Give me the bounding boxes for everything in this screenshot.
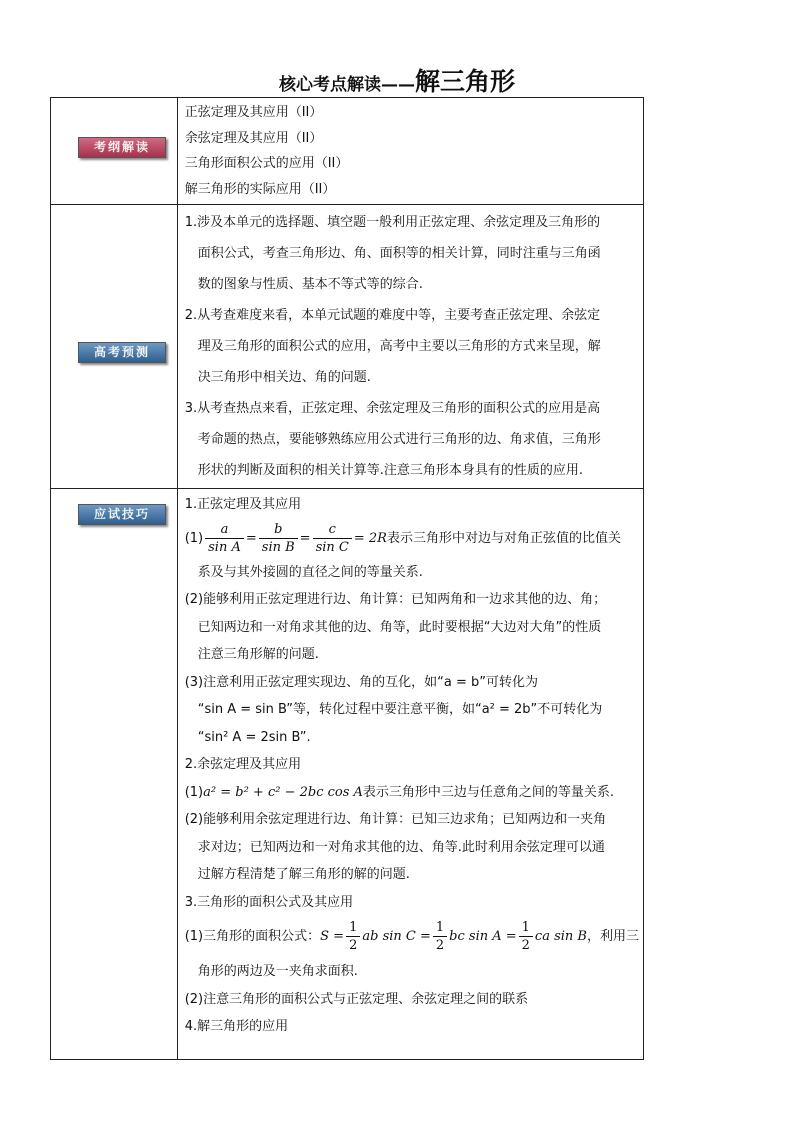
text-line: 考命题的热点，要能够熟练应用公式进行三角形的边、角求值，三角形 xyxy=(197,432,601,448)
fraction-c-sinC xyxy=(313,521,352,556)
text-line: 系及与其外接圆的直径之间的等量关系. xyxy=(197,564,423,580)
jiqiao-badge: 应试技巧 xyxy=(78,504,166,525)
text-line: 3.从考查热点来看，正弦定理、余弦定理及三角形的面积公式的应用是高 xyxy=(184,401,601,417)
text-line: 数的图象与性质、基本不等式等的综合. xyxy=(197,277,423,293)
kaogang-item: 三角形面积公式的应用（II） xyxy=(184,156,349,172)
formula-term: ca sin B xyxy=(534,929,587,945)
denominator: 2 xyxy=(521,938,530,954)
cosine-formula: a² = b² + c² − 2bc cos A xyxy=(203,784,363,800)
text-line: (2)能够利用余弦定理进行边、角计算：已知三边求角；已知两边和一夹角 xyxy=(184,812,607,828)
text-line: “sin A = sin B”等，转化过程中要注意平衡，如“a² = 2b”不可转化为 xyxy=(197,702,603,718)
fraction-half xyxy=(519,919,533,954)
formula-2R: = 2R xyxy=(353,530,387,546)
text-line: 角形的两边及一夹角求面积. xyxy=(197,964,358,980)
page-title xyxy=(0,62,794,98)
equals-sign: = xyxy=(299,530,311,546)
text-line: (2)能够利用正弦定理进行边、角计算：已知两角和一边求其他的边、角； xyxy=(184,592,607,608)
yuce-para-3 xyxy=(185,393,639,486)
fraction-half xyxy=(346,919,360,954)
item-number: (1) xyxy=(184,784,204,800)
denominator: sin C xyxy=(315,539,349,555)
text-line: 注意三角形解的问题. xyxy=(197,647,319,663)
text: 表示三角形中三边与任意角之间的等量关系. xyxy=(362,784,615,800)
text-line: (3)注意利用正弦定理实现边、角的互化，如“a = b”可转化为 xyxy=(184,674,538,690)
formula-S: S = xyxy=(320,929,345,945)
content-table xyxy=(50,97,644,1060)
section-heading: 1.正弦定理及其应用 xyxy=(184,497,302,513)
kaogang-item: 解三角形的实际应用（II） xyxy=(184,181,336,197)
numerator: 1 xyxy=(519,919,533,937)
text-line: 理及三角形的面积公式的应用，高考中主要以三角形的方式来呈现，解 xyxy=(197,339,601,355)
section-heading: 3.三角形的面积公式及其应用 xyxy=(184,894,354,910)
yuce-para-2 xyxy=(185,300,639,393)
text-line: (2)注意三角形的面积公式与正弦定理、余弦定理之间的联系 xyxy=(184,991,529,1007)
denominator: 2 xyxy=(435,938,445,954)
row-kaogang xyxy=(51,98,644,205)
fraction-a-sinA xyxy=(205,521,244,556)
fraction-b-sinB xyxy=(259,521,298,556)
denominator: sin A xyxy=(208,539,241,555)
text-line: 决三角形中相关边、角的问题. xyxy=(197,370,371,386)
text: 表示三角形中对边与对角正弦值的比值关 xyxy=(386,530,621,546)
text-line: 1.涉及本单元的选择题、填空题一般利用正弦定理、余弦定理及三角形的 xyxy=(184,215,601,231)
item-number: (1) xyxy=(184,530,204,546)
numerator: a xyxy=(205,521,244,539)
row-yuce xyxy=(51,205,644,489)
fraction-half xyxy=(433,919,447,954)
yuce-badge: 高考预测 xyxy=(78,342,166,363)
text-line: 求对边；已知两边和一对角求其他的边、角等.此时利用余弦定理可以通 xyxy=(197,839,605,855)
area-formula-line xyxy=(185,916,639,958)
denominator: sin B xyxy=(261,539,295,555)
numerator: c xyxy=(313,521,352,539)
text: ，利用三 xyxy=(586,929,639,945)
equals-sign: = xyxy=(245,530,257,546)
text-line: 面积公式，考查三角形边、角、面积等的相关计算，同时注重与三角函 xyxy=(197,246,601,262)
kaogang-item: 余弦定理及其应用（II） xyxy=(184,130,323,146)
numerator: 1 xyxy=(433,919,447,937)
title-main: 解三角形 xyxy=(414,67,515,96)
formula-term: ab sin C = xyxy=(362,929,431,945)
row-jiqiao xyxy=(51,489,644,1060)
text-line: 过解方程清楚了解三角形的解的问题. xyxy=(197,867,410,883)
section-heading: 4.解三角形的应用 xyxy=(184,1019,289,1035)
numerator: b xyxy=(259,521,298,539)
section-heading: 2.余弦定理及其应用 xyxy=(184,757,302,773)
kaogang-item: 正弦定理及其应用（II） xyxy=(184,105,323,120)
formula-term: bc sin A = xyxy=(449,929,517,945)
text-line: “sin² A = 2sin B”. xyxy=(197,729,311,745)
denominator: 2 xyxy=(349,938,358,954)
text-line: 形状的判断及面积的相关计算等.注意三角形本身具有的性质的应用. xyxy=(197,463,583,479)
text-line: 已知两边和一对角求其他的边、角等，此时要根据“大边对大角”的性质 xyxy=(197,619,602,635)
title-prefix: 核心考点解读—— xyxy=(278,75,415,95)
cosine-law-line xyxy=(185,779,639,807)
text-line: 2.从考查难度来看，本单元试题的难度中等，主要考查正弦定理、余弦定 xyxy=(184,308,601,324)
sine-law-formula-line xyxy=(185,519,639,559)
kaogang-badge: 考纲解读 xyxy=(78,137,166,158)
numerator: 1 xyxy=(346,919,360,937)
yuce-para-1 xyxy=(185,207,639,300)
text: (1)三角形的面积公式： xyxy=(184,929,321,945)
